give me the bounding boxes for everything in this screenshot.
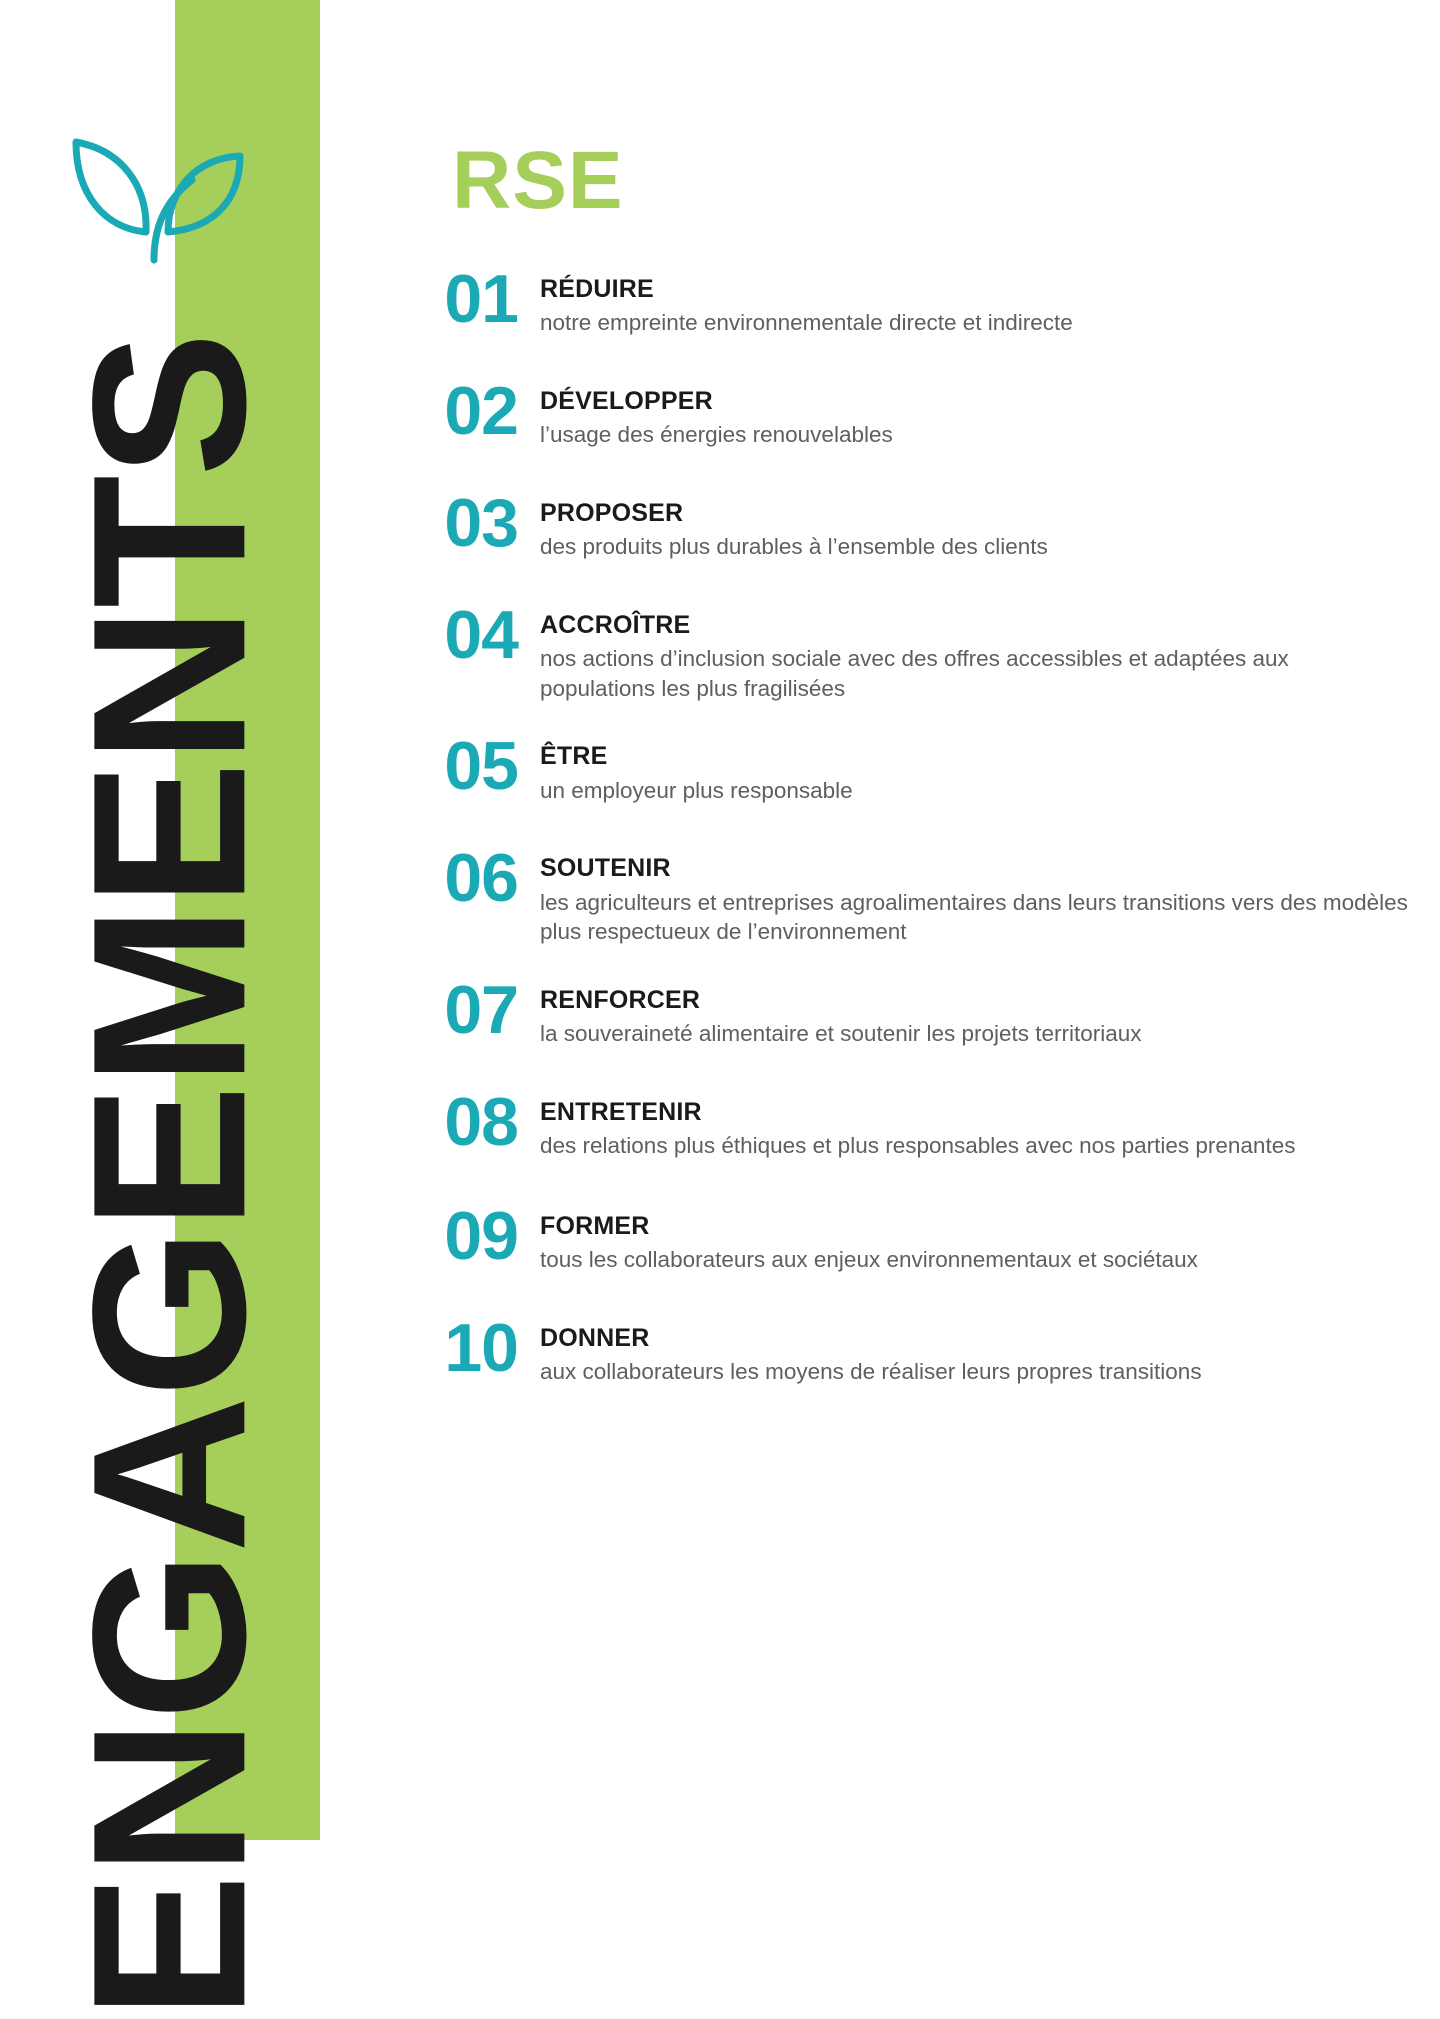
item-title: DÉVELOPPER <box>540 386 713 415</box>
item-title: SOUTENIR <box>540 854 671 883</box>
item-body <box>540 1095 1410 1161</box>
item-description: tous les collaborateurs aux enjeux environnementaux et sociétaux <box>540 1247 1198 1273</box>
item-description: l’usage des énergies renouvelables <box>540 422 893 448</box>
item-number: 05 <box>444 728 518 805</box>
item-title: RÉDUIRE <box>540 275 654 303</box>
item-number: 02 <box>444 372 518 449</box>
item-body <box>540 1209 1410 1275</box>
item-title: DONNER <box>540 1323 650 1352</box>
item-description: un employeur plus responsable <box>540 777 853 803</box>
item-description: notre empreinte environnementale directe et indirecte <box>540 310 1073 336</box>
item-body <box>540 739 1410 805</box>
item-title: ÊTRE <box>540 742 608 771</box>
item-body <box>540 272 1410 338</box>
item-description: des relations plus éthiques et plus responsables avec nos parties prenantes <box>540 1133 1296 1159</box>
vertical-headline-text: ENGAGEMENTS <box>48 333 292 2019</box>
list-item <box>380 728 1410 805</box>
item-body <box>540 384 1410 450</box>
item-body <box>540 851 1410 947</box>
list-item <box>380 1083 1410 1161</box>
list-item <box>380 372 1410 450</box>
item-description: des produits plus durables à l’ensemble des clients <box>540 534 1048 560</box>
item-title: ACCROÎTRE <box>540 610 691 639</box>
item-title: PROPOSER <box>540 498 684 527</box>
commitments-list <box>380 261 1410 1429</box>
list-item <box>380 972 1410 1049</box>
list-item <box>380 840 1410 947</box>
item-number: 04 <box>444 596 518 673</box>
item-body <box>540 983 1410 1049</box>
item-number: 01 <box>444 261 518 337</box>
leaf-icon <box>68 132 248 264</box>
list-item <box>380 596 1410 704</box>
item-description: les agriculteurs et entreprises agroalimentaires dans leurs transitions vers des modèles plus respectueux de l’environnement <box>540 889 1408 945</box>
green-side-band <box>175 0 320 1840</box>
item-number: 03 <box>444 484 518 561</box>
item-number: 07 <box>444 972 518 1048</box>
item-description: aux collaborateurs les moyens de réaliser leurs propres transitions <box>540 1359 1202 1385</box>
item-description: la souveraineté alimentaire et soutenir les projets territoriaux <box>540 1021 1142 1047</box>
item-title: FORMER <box>540 1211 650 1240</box>
list-item <box>380 1197 1410 1275</box>
page-title: RSE <box>452 135 624 226</box>
item-number: 10 <box>444 1309 518 1386</box>
item-description: nos actions d’inclusion sociale avec des offres accessibles et adaptées aux populations les plus fragilisées <box>540 646 1289 701</box>
content-column <box>380 0 1410 1897</box>
list-item <box>380 1309 1410 1387</box>
list-item <box>380 484 1410 562</box>
item-body <box>540 608 1410 704</box>
item-number: 08 <box>444 1083 518 1160</box>
item-body <box>540 496 1410 562</box>
item-body <box>540 1321 1410 1387</box>
item-number: 06 <box>444 840 518 917</box>
item-title: ENTRETENIR <box>540 1097 702 1126</box>
item-number: 09 <box>444 1197 518 1274</box>
list-item <box>380 261 1410 338</box>
item-title: RENFORCER <box>540 986 701 1014</box>
